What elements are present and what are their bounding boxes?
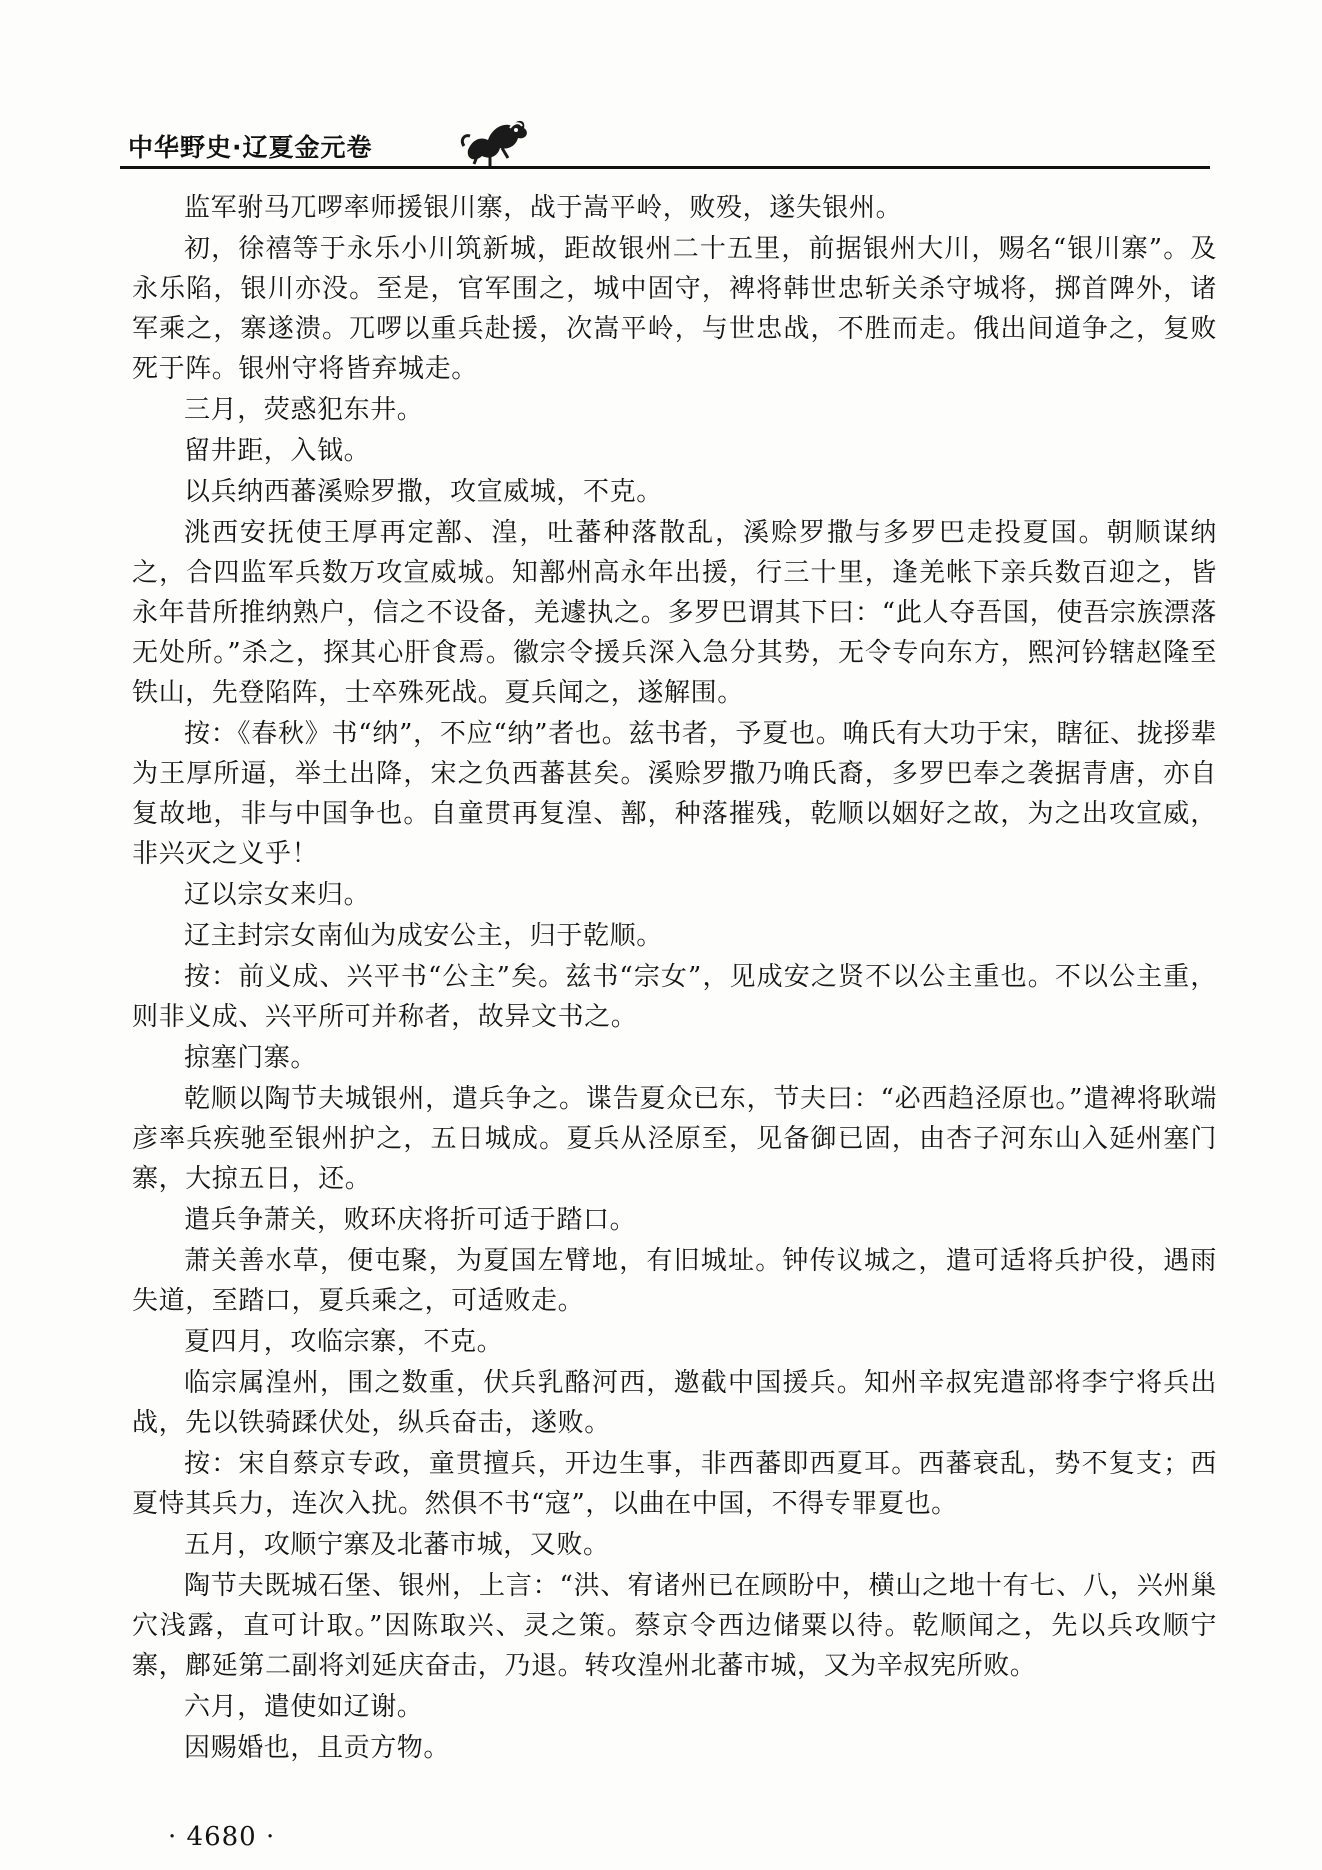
paragraph: 因赐婚也，且贡方物。 xyxy=(184,1733,451,1763)
paragraph: 六月，遣使如辽谢。 xyxy=(184,1692,424,1722)
commentary-paragraph: 按：《春秋》书“纳”，不应“纳”者也。兹书者，予夏也。唃氏有大功于宋，瞎征、拢拶辈为王厚所逼，举土出降，宋之负西蕃甚矣。溪赊罗撒乃唃氏裔，多罗巴奉之袭据青唐，亦自复故地，非与中国争也。自童贯再复湟、鄯，种落摧残，乾顺以姻好之故，为之出攻宣威，非兴灭之义乎！ xyxy=(132,719,1217,869)
commentary-paragraph: 按：宋自蔡京专政，童贯擅兵，开边生事，非西蕃即西夏耳。西蕃衰乱，势不复支；西夏恃其兵力，连次入扰。然俱不书“寇”，以曲在中国，不得专罪夏也。 xyxy=(132,1449,1217,1519)
commentary-paragraph: 按：前义成、兴平书“公主”矣。兹书“宗女”，见成安之贤不以公主重也。不以公主重，则非义成、兴平所可并称者，故异文书之。 xyxy=(132,962,1217,1032)
page-body xyxy=(132,188,1217,1769)
page-number: · 4680 · xyxy=(168,1822,276,1852)
paragraph: 乾顺以陶节夫城银州，遣兵争之。谍告夏众已东，节夫曰：“必西趋泾原也。”遣裨将耿端彦率兵疾驰至银州护之，五日城成。夏兵从泾原至，见备御已固，由杏子河东山入延州塞门寨，大掠五日，还。 xyxy=(132,1084,1217,1194)
paragraph: 遣兵争萧关，败环庆将折可适于踏口。 xyxy=(184,1205,637,1235)
paragraph: 萧关善水草，便屯聚，为夏国左臂地，有旧城址。钟传议城之，遣可适将兵护役，遇雨失道，至踏口，夏兵乘之，可适败走。 xyxy=(132,1246,1217,1316)
paragraph: 夏四月，攻临宗寨，不克。 xyxy=(184,1327,504,1357)
running-header xyxy=(120,118,1210,164)
paragraph: 洮西安抚使王厚再定鄯、湟，吐蕃种落散乱，溪赊罗撒与多罗巴走投夏国。朝顺谋纳之，合四监军兵数万攻宣威城。知鄯州高永年出援，行三十里，逢羌帐下亲兵数百迎之，皆永年昔所推纳熟户，信之不设备，羌遽执之。多罗巴谓其下曰：“此人夺吾国，使吾宗族漂落无处所。”杀之，探其心肝食焉。徽宗令援兵深入急分其势，无令专向东方，熙河钤辖赵隆至铁山，先登陷阵，士卒殊死战。夏兵闻之，遂解围。 xyxy=(132,518,1217,708)
paragraph: 监军驸马兀啰率师援银川寨，战于嵩平岭，败殁，遂失银州。 xyxy=(184,193,903,223)
paragraph: 五月，攻顺宁寨及北蕃市城，又败。 xyxy=(184,1530,610,1560)
dragon-icon xyxy=(460,110,530,168)
book-title: 中华野史·辽夏金元卷 xyxy=(128,133,373,162)
paragraph: 以兵纳西蕃溪赊罗撒，攻宣威城，不克。 xyxy=(184,477,663,507)
paragraph: 初，徐禧等于永乐小川筑新城，距故银州二十五里，前据银州大川，赐名“银川寨”。及永乐陷，银川亦没。至是，官军围之，城中固守，裨将韩世忠斩关杀守城将，掷首陴外，诸军乘之，寨遂溃。兀啰以重兵赴援，次嵩平岭，与世忠战，不胜而走。俄出间道争之，复败死于阵。银州守将皆弃城走。 xyxy=(132,234,1217,384)
paragraph: 三月，荧惑犯东井。 xyxy=(184,395,424,425)
paragraph: 临宗属湟州，围之数重，伏兵乳酪河西，邀截中国援兵。知州辛叔宪遣部将李宁将兵出战，先以铁骑蹂伏处，纵兵奋击，遂败。 xyxy=(132,1368,1217,1438)
paragraph: 辽以宗女来归。 xyxy=(184,880,371,910)
paragraph: 留井距，入钺。 xyxy=(184,436,371,466)
paragraph: 陶节夫既城石堡、银州，上言：“洪、宥诸州已在顾盼中，横山之地十有七、八，兴州巢穴浅露，直可计取。”因陈取兴、灵之策。蔡京令西边储粟以待。乾顺闻之，先以兵攻顺宁寨，鄜延第二副将刘延庆奋击，乃退。转攻湟州北蕃市城，又为辛叔宪所败。 xyxy=(132,1571,1217,1681)
header-rule xyxy=(120,166,1210,169)
paragraph: 掠塞门寨。 xyxy=(184,1043,318,1073)
paragraph: 辽主封宗女南仙为成安公主，归于乾顺。 xyxy=(184,921,663,951)
